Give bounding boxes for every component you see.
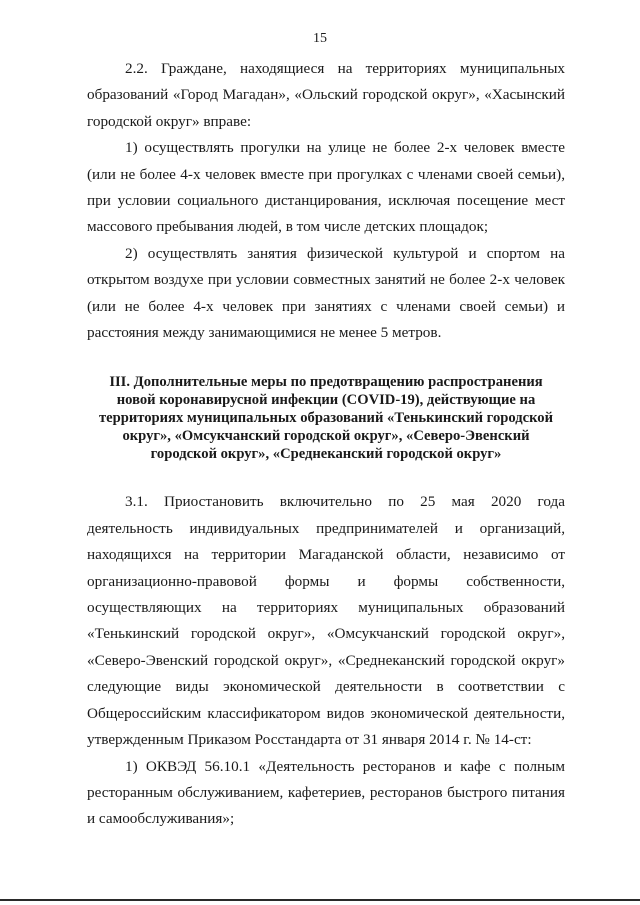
section-3-heading: III. Дополнительные меры по предотвращению распространения новой коронавирусной инфекции (COVID-19), действующие на территориях муниципальных образований «Тенькинский городской округ», «Омсукчанский городской округ», «Северо-Эвенский городской округ», «Среднеканский городской округ» <box>98 374 554 462</box>
clause-2-2-item-1: 1) осуществлять прогулки на улице не более 2-х человек вместе (или не более 4-х человек вместе при прогулках с членами своей семьи), при условии социального дистанцирования, исключая посещение мест массового пребывания людей, в том числе детских площадок; <box>87 139 565 236</box>
bottom-edge-line <box>0 899 640 901</box>
clause-2-2-intro: 2.2. Граждане, находящиеся на территориях муниципальных образований «Город Магадан», «Ольский городской округ», «Хасынский городской округ» вправе: <box>87 60 565 130</box>
document-body <box>87 56 565 833</box>
clause-3-1-item-1: 1) ОКВЭД 56.10.1 «Деятельность ресторанов и кафе с полным ресторанным обслуживанием, кафетериев, ресторанов быстрого питания и самообслуживания»; <box>87 757 565 828</box>
page-number: 15 <box>313 31 327 46</box>
clause-2-2-item-2: 2) осуществлять занятия физической культурой и спортом на открытом воздухе при условии совместных занятий не более 2-х человек (или не более 4-х человек при занятиях с членами своей семьи) и расстояния между занимающимися не менее 5 метров. <box>87 244 565 342</box>
clause-3-1: 3.1. Приостановить включительно по 25 мая 2020 года деятельность индивидуальных предпринимателей и организаций, находящихся на территории Магаданской области, независимо от организационно-правовой формы и формы собственности, осуществляющих на территориях муниципальных образований «Тенькинский городской округ», «Омсукчанский городской округ», «Северо-Эвенский городской округ», «Среднеканский городской округ» следующие виды экономической деятельности в соответствии с Общероссийским классификатором видов экономической деятельности, утвержденным Приказом Росстандарта от 31 января 2014 г. № 14-ст: <box>87 493 565 749</box>
